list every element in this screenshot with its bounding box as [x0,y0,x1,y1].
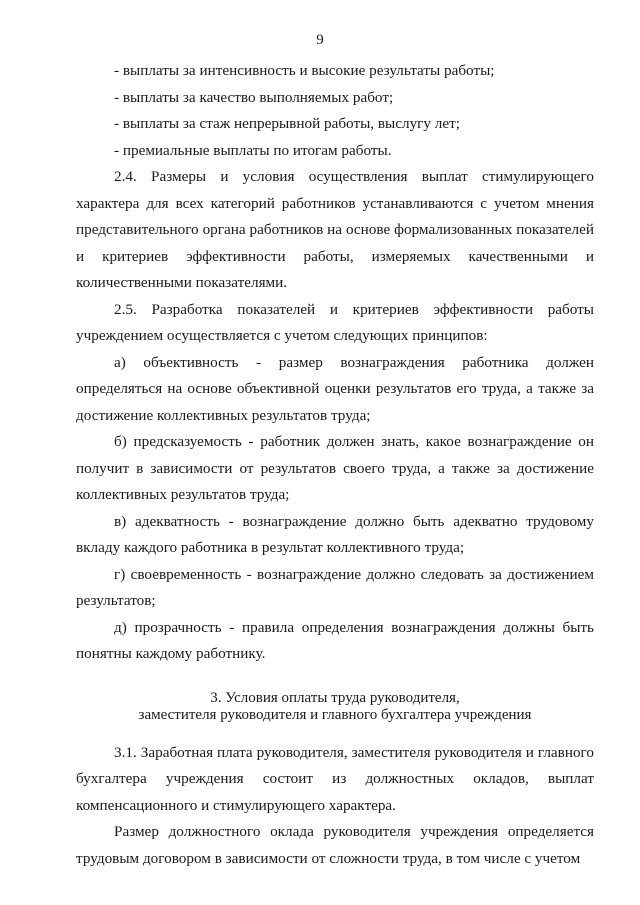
list-item: - выплаты за интенсивность и высокие результаты работы; [114,62,495,79]
list-item: - выплаты за стаж непрерывной работы, выслугу лет; [114,115,460,132]
paragraph-2-4: 2.4. Размеры и условия осуществления выплат стимулирующего характера для всех категорий работников устанавливаются с учетом мнения представительного органа работников на основе формализованных показателей и критериев эффективности работы, измеряемых качественными и количественными показателями. [76,168,594,291]
paragraph-2-5: 2.5. Разработка показателей и критериев эффективности работы учреждением осуществляется с учетом следующих принципов: [76,300,594,344]
page-number: 9 [316,32,324,48]
principle-c: в) адекватность - вознаграждение должно быть адекватно трудовому вкладу каждого работника в результат коллективного труда; [76,512,594,556]
principle-d: г) своевременность - вознаграждение должно следовать за достижением результатов; [76,565,594,609]
section-heading-line2: заместителя руководителя и главного бухгалтера учреждения [138,706,532,723]
principle-a: а) объективность - размер вознаграждения работника должен определяться на основе объективной оценки результатов его труда, а также за достижение коллективных результатов труда; [76,353,594,424]
document-body [76,58,594,872]
list-item: - премиальные выплаты по итогам работы. [114,141,392,159]
list-item: - выплаты за качество выполняемых работ; [114,88,394,106]
paragraph-3-1: 3.1. Заработная плата руководителя, заместителя руководителя и главного бухгалтера учреждения состоит из должностных окладов, выплат компенсационного и стимулирующего характера. [76,743,594,814]
principle-b: б) предсказуемость - работник должен знать, какое вознаграждение он получит в зависимости от результатов своего труда, а также за достижение коллективных результатов труда; [76,433,594,503]
section-heading-line1: 3. Условия оплаты труда руководителя, [210,689,460,706]
principle-e: д) прозрачность - правила определения вознаграждения должны быть понятны каждому работнику. [76,618,594,662]
paragraph-salary: Размер должностного оклада руководителя учреждения определяется трудовым договором в зависимости от сложности труда, в том числе с учетом [76,823,594,867]
